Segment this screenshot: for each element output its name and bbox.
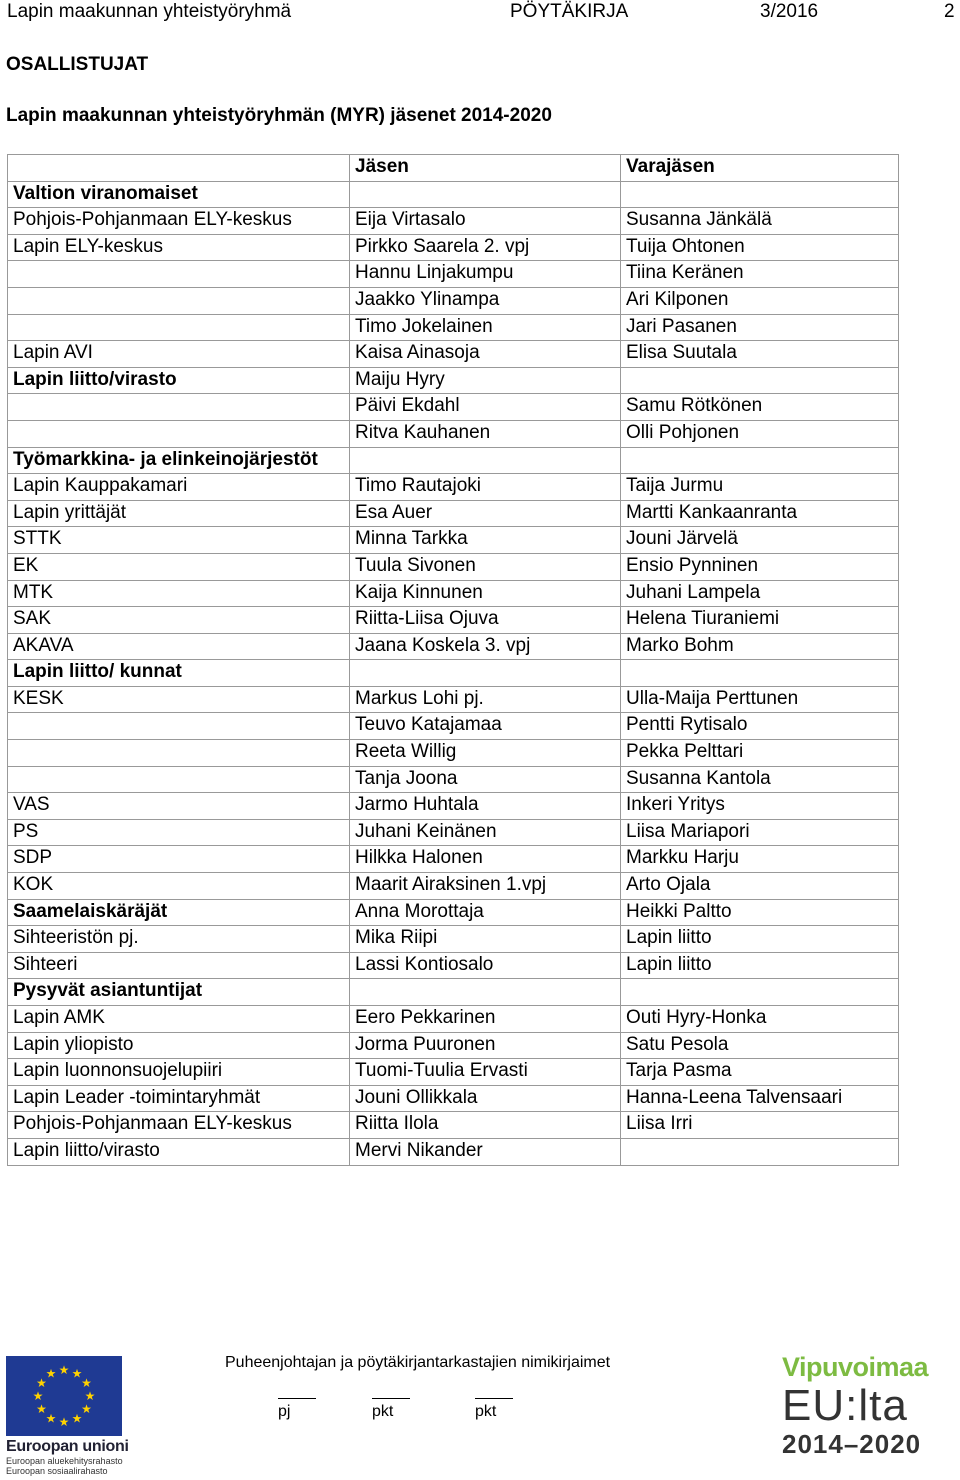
cell-deputy: Markku Harju: [621, 846, 899, 873]
cell-deputy: Susanna Jänkälä: [621, 208, 899, 235]
cell-organization: Lapin luonnonsuojelupiiri: [8, 1059, 350, 1086]
cell-member: Jarmo Huhtala: [350, 793, 621, 820]
header-cell-organization: [8, 155, 350, 182]
cell-organization: Työmarkkina- ja elinkeinojärjestöt: [8, 447, 350, 474]
table-row: [8, 208, 899, 235]
eu-logo: [6, 1356, 129, 1476]
cell-deputy: [621, 447, 899, 474]
table-row: [8, 979, 899, 1006]
eu-star-icon: ★: [36, 1376, 47, 1390]
table-row: [8, 686, 899, 713]
cell-organization: Lapin Leader -toimintaryhmät: [8, 1085, 350, 1112]
cell-deputy: [621, 1138, 899, 1165]
eu-star-icon: ★: [58, 1363, 70, 1377]
eu-star-icon: ★: [58, 1415, 70, 1429]
table-row: [8, 287, 899, 314]
cell-deputy: Elisa Suutala: [621, 341, 899, 368]
signature-chair: [278, 1398, 318, 1421]
cell-member: Jaana Koskela 3. vpj: [350, 633, 621, 660]
cell-member: Minna Tarkka: [350, 527, 621, 554]
table-row: [8, 633, 899, 660]
cell-deputy: Outi Hyry-Honka: [621, 1006, 899, 1033]
table-row: [8, 1059, 899, 1086]
table-row: [8, 500, 899, 527]
eu-logo-fund-2: Euroopan sosiaalirahasto: [6, 1466, 108, 1476]
section-title: OSALLISTUJAT: [6, 54, 149, 75]
cell-deputy: Taija Jurmu: [621, 474, 899, 501]
cell-member: Eero Pekkarinen: [350, 1006, 621, 1033]
table-row: [8, 660, 899, 687]
cell-organization: [8, 287, 350, 314]
table-row: [8, 952, 899, 979]
vipuvoimaa-logo-mid: EU:lta: [782, 1381, 908, 1430]
cell-member: Juhani Keinänen: [350, 819, 621, 846]
cell-deputy: Ensio Pynninen: [621, 553, 899, 580]
signature-line: [278, 1398, 316, 1399]
signature-label: pj: [278, 1403, 291, 1420]
header-doc-number: 3/2016: [760, 1, 819, 22]
cell-organization: Sihteeri: [8, 952, 350, 979]
table-row: [8, 819, 899, 846]
eu-star-icon: ★: [45, 1411, 57, 1426]
cell-deputy: Ulla-Maija Perttunen: [621, 686, 899, 713]
cell-deputy: Pentti Rytisalo: [621, 713, 899, 740]
table-row: [8, 846, 899, 873]
cell-deputy: Heikki Paltto: [621, 899, 899, 926]
header-page-number: 2: [944, 1, 955, 22]
cell-member: Maarit Airaksinen 1.vpj: [350, 873, 621, 900]
cell-organization: [8, 394, 350, 421]
cell-organization: MTK: [8, 580, 350, 607]
table-row: [8, 341, 899, 368]
cell-organization: Lapin yrittäjät: [8, 500, 350, 527]
cell-deputy: Helena Tiuraniemi: [621, 607, 899, 634]
cell-organization: [8, 420, 350, 447]
cell-organization: KESK: [8, 686, 350, 713]
cell-deputy: Jouni Järvelä: [621, 527, 899, 554]
signature-line: [475, 1398, 513, 1399]
eu-star-icon: ★: [36, 1402, 47, 1416]
cell-organization: EK: [8, 553, 350, 580]
signature-label: pkt: [372, 1403, 394, 1420]
table-row: [8, 1032, 899, 1059]
members-table: [7, 154, 899, 1166]
header-cell-member: Jäsen: [350, 155, 621, 182]
table-row: [8, 873, 899, 900]
page-header: [0, 0, 960, 26]
cell-organization: Sihteeristön pj.: [8, 926, 350, 953]
table-title: Lapin maakunnan yhteistyöryhmän (MYR) jäsenet 2014-2020: [6, 105, 552, 126]
cell-organization: [8, 314, 350, 341]
table-row: [8, 1112, 899, 1139]
cell-deputy: Tiina Keränen: [621, 261, 899, 288]
eu-star-icon: ★: [71, 1366, 83, 1381]
cell-member: [350, 979, 621, 1006]
cell-deputy: Samu Rötkönen: [621, 394, 899, 421]
table-row: [8, 394, 899, 421]
table-row: [8, 580, 899, 607]
cell-member: Timo Jokelainen: [350, 314, 621, 341]
cell-member: Tuula Sivonen: [350, 553, 621, 580]
cell-organization: [8, 261, 350, 288]
table-row: [8, 420, 899, 447]
table-row: [8, 314, 899, 341]
table-body: [8, 181, 899, 1165]
table-row: [8, 527, 899, 554]
cell-deputy: Juhani Lampela: [621, 580, 899, 607]
cell-deputy: Tarja Pasma: [621, 1059, 899, 1086]
cell-organization: SDP: [8, 846, 350, 873]
cell-deputy: Susanna Kantola: [621, 766, 899, 793]
cell-organization: Lapin liitto/ kunnat: [8, 660, 350, 687]
cell-member: Hilkka Halonen: [350, 846, 621, 873]
cell-deputy: [621, 660, 899, 687]
table-row: [8, 713, 899, 740]
table-row: [8, 261, 899, 288]
table-row: [8, 1138, 899, 1165]
table-row: [8, 766, 899, 793]
cell-member: Tanja Joona: [350, 766, 621, 793]
cell-organization: Lapin ELY-keskus: [8, 234, 350, 261]
cell-member: Kaija Kinnunen: [350, 580, 621, 607]
eu-star-icon: ★: [84, 1389, 96, 1403]
table-row: [8, 793, 899, 820]
cell-member: Riitta Ilola: [350, 1112, 621, 1139]
cell-member: [350, 447, 621, 474]
cell-deputy: Liisa Irri: [621, 1112, 899, 1139]
vipuvoimaa-logo-years: 2014–2020: [782, 1429, 922, 1459]
cell-deputy: Satu Pesola: [621, 1032, 899, 1059]
cell-organization: VAS: [8, 793, 350, 820]
cell-member: Anna Morottaja: [350, 899, 621, 926]
table-row: [8, 181, 899, 208]
table-row: [8, 234, 899, 261]
cell-member: [350, 181, 621, 208]
cell-deputy: Marko Bohm: [621, 633, 899, 660]
cell-member: Mervi Nikander: [350, 1138, 621, 1165]
cell-deputy: Pekka Pelttari: [621, 740, 899, 767]
cell-member: Jaakko Ylinampa: [350, 287, 621, 314]
table-row: [8, 740, 899, 767]
signature-title: Puheenjohtajan ja pöytäkirjantarkastajien nimikirjaimet: [225, 1354, 611, 1371]
signature-examiner-2: [475, 1398, 515, 1421]
cell-deputy: Lapin liitto: [621, 926, 899, 953]
cell-member: Päivi Ekdahl: [350, 394, 621, 421]
cell-organization: [8, 713, 350, 740]
cell-member: Hannu Linjakumpu: [350, 261, 621, 288]
eu-flag-icon: [6, 1356, 122, 1436]
cell-deputy: Arto Ojala: [621, 873, 899, 900]
cell-deputy: Liisa Mariapori: [621, 819, 899, 846]
cell-organization: Valtion viranomaiset: [8, 181, 350, 208]
header-org: Lapin maakunnan yhteistyöryhmä: [7, 1, 292, 22]
cell-member: Riitta-Liisa Ojuva: [350, 607, 621, 634]
cell-member: Jouni Ollikkala: [350, 1085, 621, 1112]
cell-organization: Pohjois-Pohjanmaan ELY-keskus: [8, 1112, 350, 1139]
cell-deputy: Ari Kilponen: [621, 287, 899, 314]
table-row: [8, 553, 899, 580]
cell-deputy: Jari Pasanen: [621, 314, 899, 341]
cell-organization: Lapin yliopisto: [8, 1032, 350, 1059]
cell-organization: Pohjois-Pohjanmaan ELY-keskus: [8, 208, 350, 235]
cell-deputy: [621, 367, 899, 394]
eu-star-icon: ★: [81, 1402, 92, 1416]
table-row: [8, 1006, 899, 1033]
header-doc-type: PÖYTÄKIRJA: [510, 1, 629, 22]
cell-organization: [8, 766, 350, 793]
cell-organization: Lapin liitto/virasto: [8, 367, 350, 394]
cell-organization: Lapin AMK: [8, 1006, 350, 1033]
cell-deputy: Hanna-Leena Talvensaari: [621, 1085, 899, 1112]
table-row: [8, 607, 899, 634]
eu-logo-fund-1: Euroopan aluekehitysrahasto: [6, 1456, 123, 1466]
cell-member: Markus Lohi pj.: [350, 686, 621, 713]
cell-member: Teuvo Katajamaa: [350, 713, 621, 740]
vipuvoimaa-logo-top: Vipuvoimaa: [782, 1352, 929, 1382]
cell-organization: KOK: [8, 873, 350, 900]
cell-deputy: [621, 181, 899, 208]
cell-member: Mika Riipi: [350, 926, 621, 953]
cell-deputy: Martti Kankaanranta: [621, 500, 899, 527]
cell-member: Maiju Hyry: [350, 367, 621, 394]
cell-member: Esa Auer: [350, 500, 621, 527]
cell-deputy: Inkeri Yritys: [621, 793, 899, 820]
cell-organization: [8, 740, 350, 767]
cell-member: Ritva Kauhanen: [350, 420, 621, 447]
table-row: [8, 447, 899, 474]
cell-organization: Pysyvät asiantuntijat: [8, 979, 350, 1006]
cell-organization: PS: [8, 819, 350, 846]
cell-deputy: [621, 979, 899, 1006]
header-cell-deputy: Varajäsen: [621, 155, 899, 182]
cell-organization: Saamelaiskäräjät: [8, 899, 350, 926]
cell-member: Jorma Puuronen: [350, 1032, 621, 1059]
cell-organization: Lapin liitto/virasto: [8, 1138, 350, 1165]
cell-organization: Lapin Kauppakamari: [8, 474, 350, 501]
table-row: [8, 474, 899, 501]
cell-member: Lassi Kontiosalo: [350, 952, 621, 979]
eu-star-icon: ★: [32, 1389, 44, 1403]
eu-logo-title: Euroopan unioni: [6, 1438, 129, 1455]
cell-member: Tuomi-Tuulia Ervasti: [350, 1059, 621, 1086]
cell-member: Kaisa Ainasoja: [350, 341, 621, 368]
cell-deputy: Olli Pohjonen: [621, 420, 899, 447]
cell-deputy: Lapin liitto: [621, 952, 899, 979]
cell-organization: STTK: [8, 527, 350, 554]
vipuvoimaa-logo: [782, 1352, 958, 1476]
cell-organization: AKAVA: [8, 633, 350, 660]
eu-star-icon: ★: [45, 1366, 57, 1381]
cell-deputy: Tuija Ohtonen: [621, 234, 899, 261]
cell-member: Eija Virtasalo: [350, 208, 621, 235]
table-row: [8, 899, 899, 926]
signature-label: pkt: [475, 1403, 497, 1420]
signature-line: [372, 1398, 410, 1399]
cell-organization: Lapin AVI: [8, 341, 350, 368]
eu-star-icon: ★: [71, 1411, 83, 1426]
table-row: [8, 1085, 899, 1112]
cell-member: Reeta Willig: [350, 740, 621, 767]
cell-organization: SAK: [8, 607, 350, 634]
signature-examiner-1: [372, 1398, 412, 1421]
cell-member: Pirkko Saarela 2. vpj: [350, 234, 621, 261]
table-header-row: [8, 155, 899, 182]
table-row: [8, 926, 899, 953]
cell-member: Timo Rautajoki: [350, 474, 621, 501]
table-row: [8, 367, 899, 394]
cell-member: [350, 660, 621, 687]
eu-star-icon: ★: [81, 1376, 92, 1390]
